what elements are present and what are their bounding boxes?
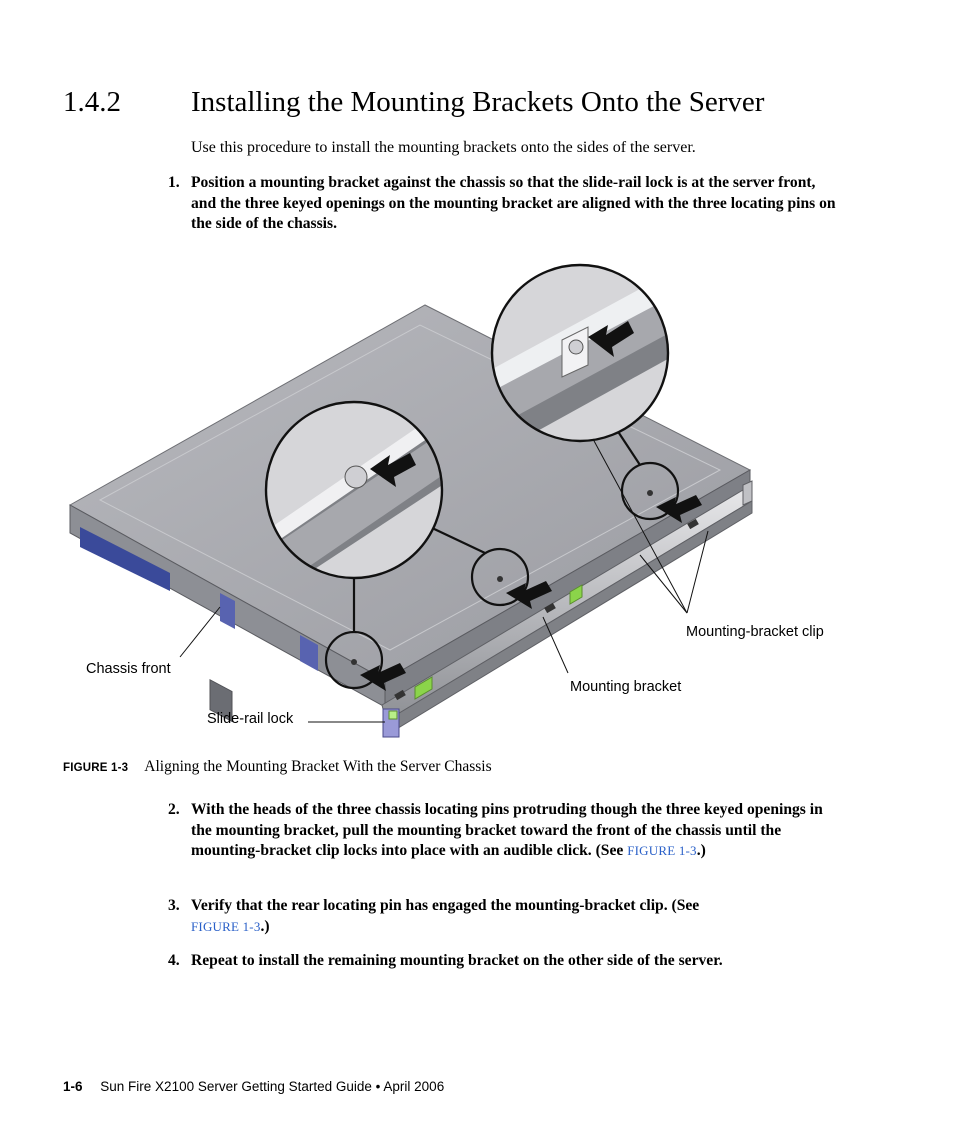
page-number: 1-6	[63, 1079, 83, 1094]
step-number: 1.	[168, 174, 180, 191]
figure-label: FIGURE 1-3	[63, 762, 129, 774]
step-text: With the heads of the three chassis locating pins protruding though the three keyed openings in the mounting bracket, pull the mounting bracket toward the front of the chassis until the mounting-bracket clip locks into place with an audible click. (See	[191, 801, 823, 859]
figure-reference-link[interactable]: FIGURE 1-3	[191, 918, 261, 934]
step-2	[168, 800, 843, 862]
step-text: Repeat to install the remaining mounting bracket on the other side of the server.	[191, 952, 723, 969]
step-text: Position a mounting bracket against the chassis so that the slide-rail lock is at the server front, and the three keyed openings on the mounting bracket are aligned with the three locating pins on the side of the chassis.	[191, 174, 836, 232]
intro-paragraph: Use this procedure to install the mounting brackets onto the sides of the server.	[191, 139, 696, 156]
step-text-end: .)	[696, 842, 706, 859]
step-text: Verify that the rear locating pin has engaged the mounting-bracket clip. (See	[191, 897, 700, 914]
step-number: 3.	[168, 897, 180, 914]
figure-title: Aligning the Mounting Bracket With the Server Chassis	[144, 758, 492, 775]
section-title: Installing the Mounting Brackets Onto the Server	[191, 86, 765, 118]
callout-chassis-front: Chassis front	[86, 661, 171, 677]
callout-mounting-bracket-clip: Mounting-bracket clip	[686, 624, 824, 640]
step-3	[168, 896, 843, 937]
footer-text: Sun Fire X2100 Server Getting Started Guide • April 2006	[100, 1079, 445, 1094]
figure-caption	[63, 758, 492, 776]
section-number: 1.4.2	[63, 86, 121, 118]
step-number: 2.	[168, 801, 180, 818]
page-footer	[63, 1079, 444, 1094]
step-4	[168, 951, 843, 972]
callout-slide-rail-lock: Slide-rail lock	[207, 711, 294, 727]
callout-mounting-bracket: Mounting bracket	[570, 679, 682, 695]
step-1	[168, 173, 843, 235]
step-text-end: .)	[260, 917, 270, 935]
step-number: 4.	[168, 952, 180, 969]
figure-reference-link[interactable]: FIGURE 1-3	[627, 843, 697, 858]
